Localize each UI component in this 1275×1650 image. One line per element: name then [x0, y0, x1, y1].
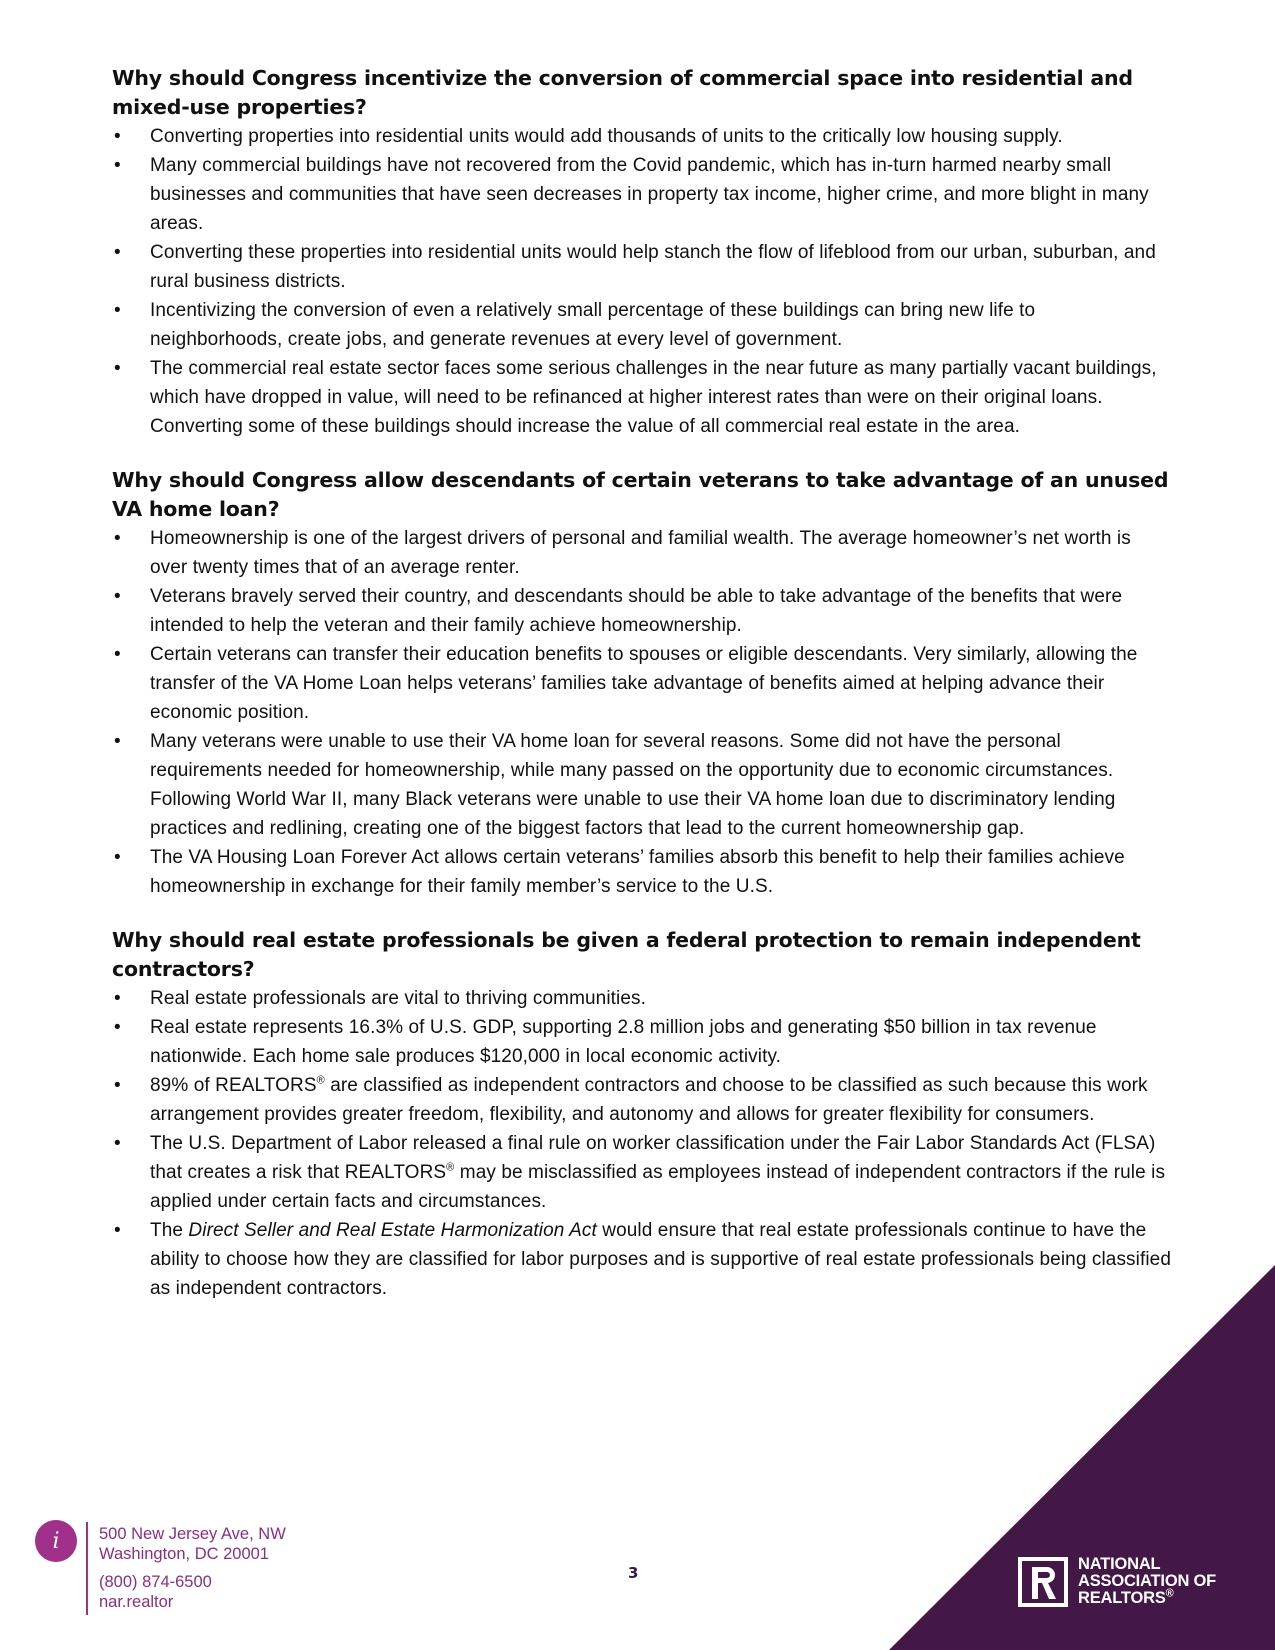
logo-line: REALTORS	[1078, 1589, 1166, 1607]
list-item: • Converting these properties into residential units would help stanch the flow of lifeblood from our urban, suburban, and rural business districts.	[112, 238, 1172, 296]
page-number: 3	[628, 1564, 639, 1582]
section-va-loan	[112, 466, 1172, 901]
list-item: • Many veterans were unable to use their VA home loan for several reasons. Some did not have the personal requirements needed for homeownership, while many passed on the opportunity due to economic circumstances. Following World War II, many Black veterans were unable to use their VA home loan due to discriminatory lending practices and redlining, creating one of the biggest factors that lead to the current homeownership gap.	[112, 727, 1172, 843]
address-line-1: 500 New Jersey Ave, NW	[99, 1525, 286, 1543]
text-run: would ensure that real estate professionals continue to have the ability to choose how they are classified for labor purposes and is supportive of real estate professionals being classified as independent contractors.	[150, 1220, 1172, 1299]
text-run: may be misclassified as employees instead of independent contractors if the rule is applied under certain facts and circumstances.	[150, 1162, 1166, 1212]
list-item: • Many commercial buildings have not recovered from the Covid pandemic, which has in-turn harmed nearby small businesses and communities that have seen decreases in property tax income, higher crime, and more blight in many areas.	[112, 151, 1172, 238]
footer-divider	[86, 1522, 88, 1615]
nar-logo	[1018, 1556, 1216, 1607]
list-item: • Homeownership is one of the largest drivers of personal and familial wealth. The average homeowner’s net worth is over twenty times that of an average renter.	[112, 524, 1172, 582]
list-item: • Converting properties into residential units would add thousands of units to the critically low housing supply.	[112, 122, 1172, 151]
list-item: • The VA Housing Loan Forever Act allows certain veterans’ families absorb this benefit to help their families achieve homeownership in exchange for their family member’s service to the U.S.	[112, 843, 1172, 901]
document-body	[112, 64, 1172, 1328]
list-item: • Incentivizing the conversion of even a relatively small percentage of these buildings can bring new life to neighborhoods, create jobs, and generate revenues at every level of government.	[112, 296, 1172, 354]
section-independent-contractors	[112, 926, 1172, 1303]
bullet-list	[112, 122, 1172, 441]
logo-line: ASSOCIATION OF	[1078, 1572, 1217, 1590]
section-question: Why should real estate professionals be given a federal protection to remain independent contractors?	[112, 928, 1141, 981]
address-line-2: Washington, DC 20001	[99, 1545, 269, 1563]
list-item: • Real estate represents 16.3% of U.S. GDP, supporting 2.8 million jobs and generating $50 billion in tax revenue nationwide. Each home sale produces $120,000 in local economic activity.	[112, 1013, 1172, 1071]
bullet-list	[112, 524, 1172, 901]
list-item	[112, 1071, 1172, 1129]
section-question: Why should Congress allow descendants of certain veterans to take advantage of an unused VA home loan?	[112, 468, 1169, 521]
footer-address-block	[99, 1524, 286, 1612]
text-run: are classified as independent contractors and choose to be classified as such because this work arrangement provides greater freedom, flexibility, and autonomy and allows for greater flexibility for consumers.	[150, 1075, 1148, 1125]
list-item: • Real estate professionals are vital to thriving communities.	[112, 984, 1172, 1013]
text-run: The	[150, 1220, 189, 1241]
registered-mark: ®	[1165, 1587, 1174, 1600]
bullet-list	[112, 984, 1172, 1303]
list-item: • The commercial real estate sector faces some serious challenges in the near future as many partially vacant buildings, which have dropped in value, will need to be refinanced at higher interest rates than were on their original loans. Converting some of these buildings should increase the value of all commercial real estate in the area.	[112, 354, 1172, 441]
text-run: 89% of REALTORS	[150, 1075, 317, 1096]
registered-mark: ®	[446, 1161, 455, 1174]
logo-line-3	[1078, 1587, 1216, 1607]
logo-line: NATIONAL	[1078, 1555, 1161, 1573]
phone-number: (800) 874-6500	[99, 1573, 212, 1591]
act-title: Direct Seller and Real Estate Harmonization Act	[188, 1220, 597, 1241]
info-icon: i	[35, 1520, 77, 1562]
section-question: Why should Congress incentivize the conversion of commercial space into residential and mixed-use properties?	[112, 66, 1133, 119]
logo-wordmark	[1078, 1556, 1216, 1607]
website-link[interactable]: nar.realtor	[99, 1593, 174, 1611]
registered-mark: ®	[316, 1074, 325, 1087]
list-item: • Certain veterans can transfer their education benefits to spouses or eligible descendants. Very similarly, allowing the transfer of the VA Home Loan helps veterans’ families take advantage of benefits aimed at helping advance their economic position.	[112, 640, 1172, 727]
list-item: • Veterans bravely served their country, and descendants should be able to take advantage of the benefits that were intended to help the veteran and their family achieve homeownership.	[112, 582, 1172, 640]
section-conversion	[112, 64, 1172, 441]
text-run: The U.S. Department of Labor released a final rule on worker classification under the Fair Labor Standards Act (FLSA) that creates a risk that REALTORS	[150, 1133, 1156, 1183]
list-item	[112, 1129, 1172, 1216]
realtor-r-logo-icon	[1018, 1557, 1068, 1607]
